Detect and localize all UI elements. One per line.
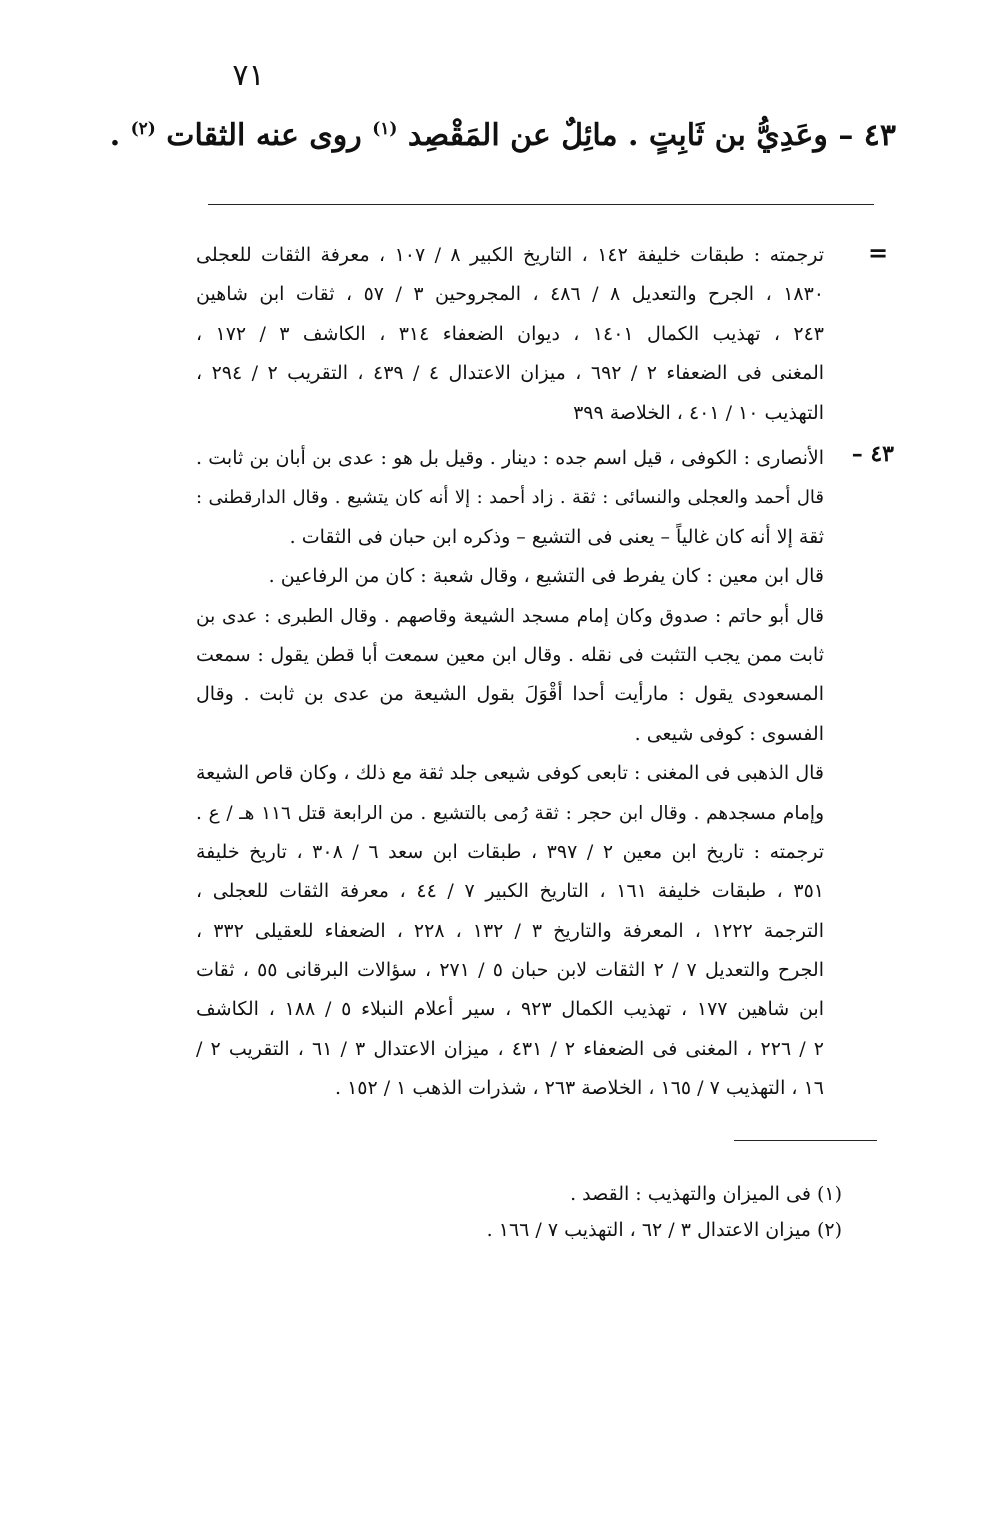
- page-number: ٧١: [232, 58, 265, 93]
- text-line: التهذيب ١٠ / ٤٠١ ، الخلاصة ٣٩٩: [573, 401, 824, 424]
- text-line: ثقة إلا أنه كان غالياً – يعنى فى التشيع – وذكره ابن حبان فى الثقات .: [289, 525, 824, 548]
- entry-heading-middle: روى عنه الثقات: [155, 118, 373, 153]
- text-line: ترجمته : طبقات خليفة ١٤٢ ، التاريخ الكبير ٨ / ١٠٧ ، معرفة الثقات للعجلى: [196, 244, 824, 266]
- entry-heading-text: – وعَدِيُّ بن ثَابِتٍ . مائِلٌ عن المَقْصِد: [407, 118, 864, 153]
- top-divider: [208, 204, 874, 205]
- text-line: ثابت ممن يجب التثبت فى نقله . وقال ابن معين سمعت أبا قطن يقول : سمعت: [196, 643, 824, 666]
- text-line: وإمام مسجدهم . وقال ابن حجر : ثقة رُمى بالتشيع . من الرابعة قتل ١١٦ هـ / ع .: [196, 802, 824, 824]
- text-line: المسعودى يقول : مارأيت أحدا أقْوَلَ بقول الشيعة من عدى بن ثابت . وقال: [196, 683, 824, 706]
- text-line: ٢ / ٢٢٦ ، المغنى فى الضعفاء ٢ / ٤٣١ ، ميزان الاعتدال ٣ / ٦١ ، التقريب ٢ /: [196, 1037, 824, 1060]
- biography-text: [196, 439, 824, 1109]
- footnote-1: (١) فى الميزان والتهذيب : القصد .: [570, 1183, 842, 1205]
- entry-heading-end: .: [109, 118, 131, 153]
- text-line: الترجمة ١٢٢٢ ، المعرفة والتاريخ ٣ / ١٣٢ ، ٢٢٨ ، الضعفاء للعقيلى ٣٣٢ ،: [196, 919, 824, 942]
- text-line: قال أحمد والعجلى والنسائى : ثقة . زاد أحمد : إلا أنه كان يتشيع . وقال الدارقطنى :: [196, 487, 824, 509]
- entry-heading: [109, 118, 896, 153]
- text-line: ترجمته : تاريخ ابن معين ٢ / ٣٩٧ ، طبقات ابن سعد ٦ / ٣٠٨ ، تاريخ خليفة: [196, 840, 824, 863]
- text-line: الجرح والتعديل ٧ / ٢ الثقات لابن حبان ٥ / ٢٧١ ، سؤالات البرقانى ٥٥ ، ثقات: [196, 959, 824, 982]
- text-line: قال الذهبى فى المغنى : تابعى كوفى شيعى جلد ثقة مع ذلك ، وكان قاص الشيعة: [196, 762, 824, 785]
- text-line: ٣٥١ ، طبقات خليفة ١٦١ ، التاريخ الكبير ٧ / ٤٤ ، معرفة الثقات للعجلى ،: [196, 880, 824, 903]
- text-line: ابن شاهين ١٧٧ ، تهذيب الكمال ٩٢٣ ، سير أعلام النبلاء ٥ / ١٨٨ ، الكاشف: [196, 998, 824, 1021]
- footnote-2: (٢) ميزان الاعتدال ٣ / ٦٢ ، التهذيب ٧ / ١٦٦ .: [486, 1219, 842, 1241]
- text-line: المغنى فى الضعفاء ٢ / ٦٩٢ ، ميزان الاعتدال ٤ / ٤٣٩ ، التقريب ٢ / ٢٩٤ ،: [196, 362, 824, 385]
- biography-marker: ٤٣ –: [851, 441, 894, 467]
- footnote-divider: [734, 1140, 877, 1141]
- text-line: قال أبو حاتم : صدوق وكان إمام مسجد الشيعة وقاصهم . وقال الطبرى : عدى بن: [196, 605, 824, 627]
- entry-number: ٤٣: [863, 118, 896, 153]
- footnotes: [360, 1176, 842, 1248]
- text-line: الأنصارى : الكوفى ، قيل اسم جده : دينار . وقيل بل هو : عدى بن أبان بن ثابت .: [196, 447, 824, 469]
- translation-references: [196, 236, 824, 433]
- text-line: الفسوى : كوفى شيعى .: [634, 722, 824, 745]
- text-line: ١٦ ، التهذيب ٧ / ١٦٥ ، الخلاصة ٢٦٣ ، شذرات الذهب ١ / ١٥٢ .: [334, 1077, 824, 1100]
- footnote-ref-2: (٢): [130, 119, 156, 139]
- text-line: ٢٤٣ ، تهذيب الكمال ١٤٠١ ، ديوان الضعفاء ٣١٤ ، الكاشف ٣ / ١٧٢ ،: [196, 322, 824, 345]
- text-line: قال ابن معين : كان يفرط فى التشيع ، وقال شعبة : كان من الرفاعين .: [268, 565, 824, 588]
- footnote-ref-1: (١): [372, 119, 398, 139]
- translation-marker: =: [868, 238, 889, 267]
- text-line: ١٨٣٠ ، الجرح والتعديل ٨ / ٤٨٦ ، المجروحين ٣ / ٥٧ ، ثقات ابن شاهين: [196, 283, 824, 306]
